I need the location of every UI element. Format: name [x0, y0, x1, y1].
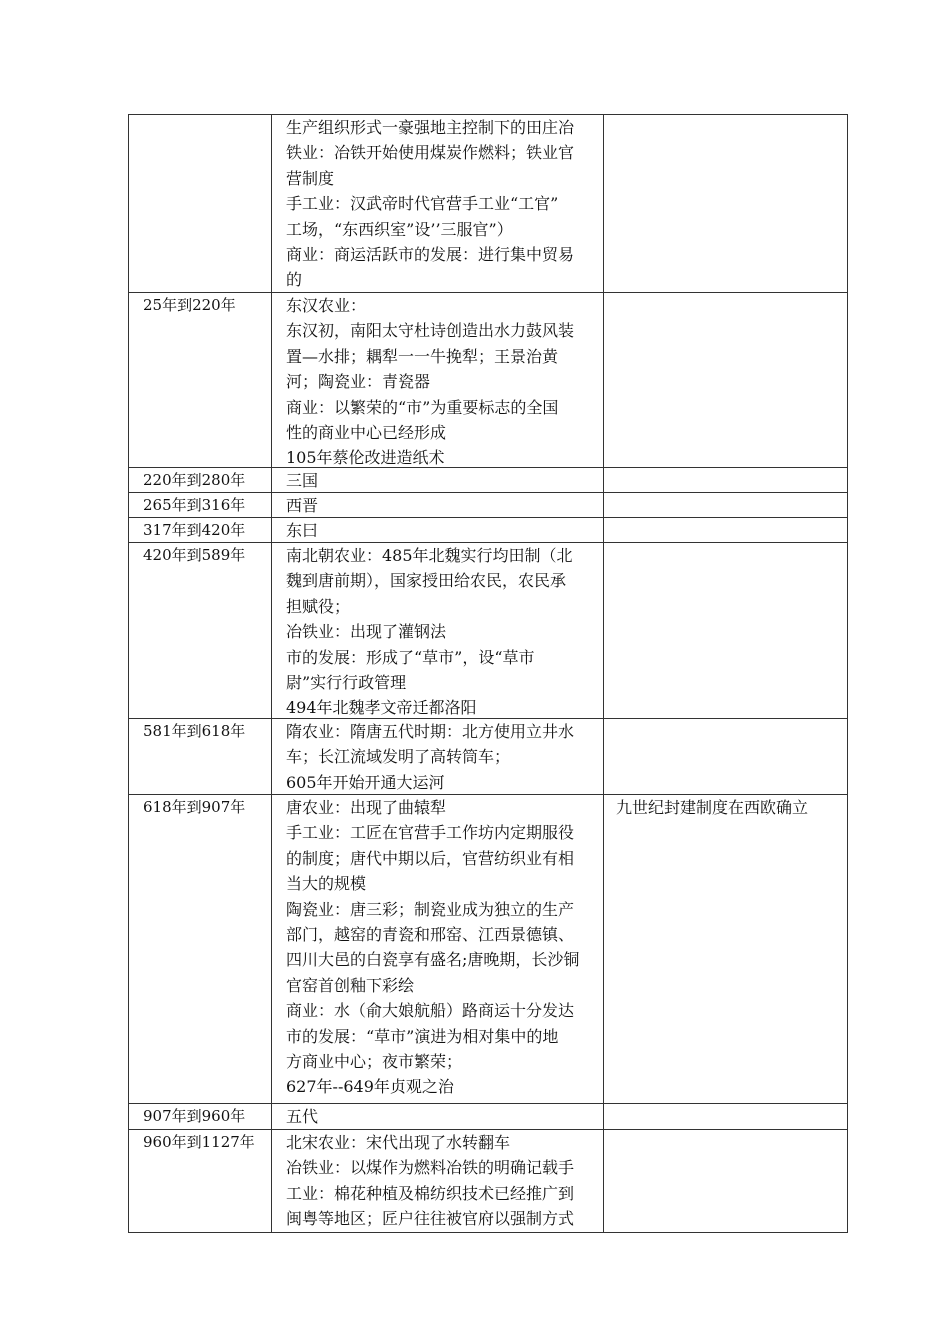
content-line: 工业：棉花种植及棉纺织技术已经推广到	[286, 1183, 575, 1203]
table-row	[129, 543, 848, 719]
content-line: 市的发展：形成了“草市”，设“草市	[286, 647, 535, 667]
content-line: 494年北魏孝文帝迁都洛阳	[286, 698, 477, 718]
content-line: 生产组织形式一豪强地主控制下的田庄冶	[286, 118, 575, 137]
period-text: 265年到316年	[143, 496, 246, 514]
note-text	[604, 518, 847, 542]
table-row	[129, 115, 848, 293]
content-line: 营制度	[286, 168, 335, 188]
content-cell	[272, 293, 604, 468]
content-cell	[272, 719, 604, 795]
content-line: 商业：水（俞大娘航船）路商运十分发达	[286, 1001, 575, 1021]
note-cell	[604, 468, 848, 493]
content-cell	[272, 493, 604, 518]
content-line: 市的发展：“草市”演进为相对集中的地	[286, 1026, 559, 1046]
note-cell	[604, 518, 848, 543]
table-row	[129, 468, 848, 493]
content-line: 南北朝农业：485年北魏实行均田制（北	[286, 546, 573, 565]
content-cell	[272, 115, 604, 293]
table-row	[129, 293, 848, 468]
note-cell	[604, 1130, 848, 1233]
period-text: 420年到589年	[143, 546, 246, 564]
content-cell	[272, 468, 604, 493]
content-line: 官窑首创釉下彩绘	[286, 975, 415, 995]
content-line: 唐农业：出现了曲辕犁	[286, 798, 447, 817]
note-cell	[604, 719, 848, 795]
note-text	[604, 1130, 847, 1232]
content-line: 隋农业：隋唐五代时期：北方使用立井水	[286, 722, 575, 741]
note-text	[604, 1104, 847, 1129]
note-text	[604, 719, 847, 794]
content-line: 担赋役；	[286, 596, 351, 616]
content-line: 商业：以繁荣的“市”为重要标志的全国	[286, 397, 559, 417]
table-row	[129, 719, 848, 795]
content-line: 魏到唐前期），国家授田给农民，农民承	[286, 571, 567, 591]
note-text: 九世纪封建制度在西欧确立	[616, 798, 809, 817]
period-text: 907年到960年	[143, 1107, 246, 1125]
note-cell	[604, 795, 848, 1104]
content-line: 东汉农业：	[286, 296, 367, 315]
content-cell	[272, 543, 604, 719]
content-line: 陶瓷业：唐三彩；制瓷业成为独立的生产	[286, 899, 575, 919]
content-line: 冶铁业：以煤作为燃料冶铁的明确记载手	[286, 1158, 575, 1178]
content-line: 尉”实行行政管理	[286, 673, 407, 693]
period-text: 581年到618年	[143, 722, 246, 740]
content-line: 车；长江流域发明了高转筒车；	[286, 747, 511, 767]
content-line: 商业：商运活跃市的发展：进行集中贸易	[286, 245, 575, 265]
note-cell	[604, 543, 848, 719]
table-row	[129, 795, 848, 1104]
period-cell	[129, 115, 272, 293]
period-cell	[129, 795, 272, 1104]
content-cell	[272, 1130, 604, 1233]
content-line: 东曰	[286, 521, 319, 540]
content-line: 北宋农业：宋代出现了水转翻车	[286, 1133, 511, 1152]
period-text: 317年到420年	[143, 521, 246, 539]
period-cell	[129, 1104, 272, 1130]
content-line: 五代	[286, 1107, 319, 1126]
content-line: 冶铁业：出现了灌钢法	[286, 622, 447, 642]
content-line: 的制度；唐代中期以后，官营纺织业有相	[286, 848, 575, 868]
content-line: 的	[286, 270, 303, 290]
content-line: 手工业：汉武帝时代官营手工业“工官”	[286, 194, 559, 214]
content-line: 方商业中心；夜市繁荣；	[286, 1052, 463, 1072]
content-line: 当大的规模	[286, 874, 367, 894]
table-row	[129, 518, 848, 543]
period-text	[143, 115, 271, 292]
content-line: 105年蔡伦改进造纸术	[286, 448, 445, 467]
content-line: 四川大邑的白瓷享有盛名;唐晚期，长沙铜	[286, 950, 580, 970]
content-line: 铁业：冶铁开始使用煤炭作燃料；铁业官	[286, 143, 575, 163]
content-line: 西晋	[286, 496, 319, 515]
content-line: 工场，“东西织室”设’’三服官”）	[286, 219, 513, 239]
content-line: 手工业：工匠在官营手工作坊内定期服役	[286, 823, 575, 843]
content-line: 闽粤等地区；匠户往往被官府以强制方式	[286, 1209, 575, 1229]
table-row	[129, 1104, 848, 1130]
period-cell	[129, 543, 272, 719]
note-text	[604, 468, 847, 492]
note-text	[604, 293, 847, 467]
content-line: 三国	[286, 471, 319, 490]
note-text	[604, 115, 847, 292]
content-cell	[272, 795, 604, 1104]
note-cell	[604, 1104, 848, 1130]
note-cell	[604, 493, 848, 518]
period-text: 960年到1127年	[143, 1133, 255, 1151]
content-cell	[272, 518, 604, 543]
content-line: 置—水排；耦犁一一牛挽犁；王景治黄	[286, 346, 559, 366]
table-row	[129, 493, 848, 518]
content-line: 河；陶瓷业：青瓷器	[286, 372, 431, 392]
table-body	[129, 115, 848, 1233]
content-line: 627年--649年贞观之治	[286, 1077, 454, 1097]
content-line: 605年开始开通大运河	[286, 772, 445, 792]
note-text	[604, 493, 847, 517]
history-table	[128, 114, 848, 1233]
note-cell	[604, 115, 848, 293]
period-text: 618年到907年	[143, 798, 246, 816]
content-cell	[272, 1104, 604, 1130]
period-cell	[129, 719, 272, 795]
period-cell	[129, 518, 272, 543]
note-cell	[604, 293, 848, 468]
table-row	[129, 1130, 848, 1233]
period-cell	[129, 493, 272, 518]
period-text: 220年到280年	[143, 471, 246, 489]
content-line: 部门，越窑的青瓷和邢窑、江西景德镇、	[286, 925, 575, 945]
content-line: 东汉初，南阳太守杜诗创造出水力鼓风装	[286, 321, 575, 341]
period-cell	[129, 293, 272, 468]
content-line: 性的商业中心已经形成	[286, 423, 447, 443]
period-text: 25年到220年	[143, 296, 236, 314]
period-cell	[129, 468, 272, 493]
period-cell	[129, 1130, 272, 1233]
note-text	[604, 543, 847, 718]
